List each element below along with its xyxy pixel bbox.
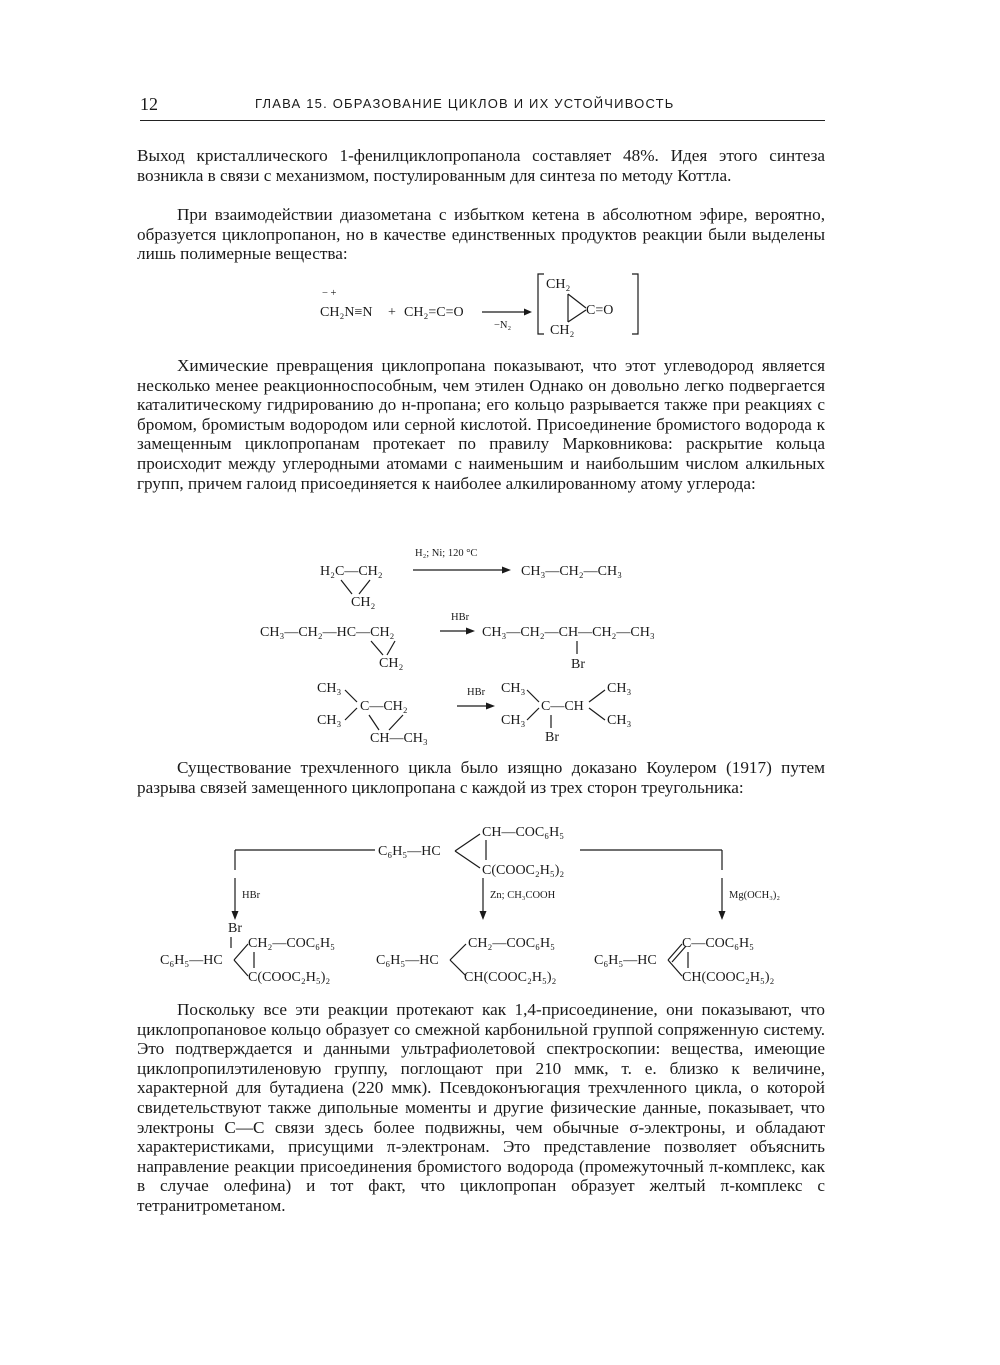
- plus-sign: +: [388, 305, 396, 320]
- bond: [234, 944, 248, 960]
- condition-hbr: HBr: [451, 612, 470, 623]
- p2-top: CH₂—COC₆H₅: [468, 936, 555, 951]
- ring-bond: [341, 580, 352, 594]
- arrowhead: [232, 911, 239, 920]
- ring-bond: [387, 641, 395, 655]
- p3-left: C₆H₅—HC: [594, 953, 657, 968]
- condition-left: HBr: [242, 890, 261, 901]
- cyclopropane-top: H₂C—CH₂: [320, 564, 383, 579]
- reaction-scheme-1: [310, 270, 650, 340]
- propane: CH₃—CH₂—CH₃: [521, 564, 622, 579]
- ring-bond: [371, 641, 383, 655]
- charges: − +: [322, 288, 337, 299]
- page-header: [140, 92, 825, 121]
- condition-n2: −N₂: [494, 320, 512, 331]
- bromopentane: CH₃—CH₂—CH—CH₂—CH₃: [482, 625, 655, 640]
- bond: [589, 690, 605, 702]
- paragraph-1: Выход кристаллического 1-фенилциклопропанола составляет 48%. Идея этого синтеза возникла в связи с механизмом, постулированным для синтеза по методу Коттла.: [137, 146, 825, 185]
- diazomethane: CH₂N≡N: [320, 305, 373, 320]
- methyl-bottom-right-product: CH₃: [607, 713, 632, 728]
- ring-bond: [389, 715, 403, 730]
- arrowhead: [719, 911, 726, 920]
- start-top: CH—COC₆H₅: [482, 825, 565, 840]
- ring-bond-upper: [568, 294, 586, 308]
- condition-middle: Zn; CH₃COOH: [490, 890, 556, 901]
- p1-bottom: C(COOC₂H₅)₂: [248, 970, 331, 985]
- start-left: C₆H₅—HC: [378, 844, 441, 859]
- cyclopropane-bottom: CH₂: [351, 595, 376, 610]
- bond: [345, 690, 357, 702]
- bond: [345, 708, 357, 720]
- bond: [527, 708, 539, 720]
- methyl-bottom-left-product: CH₃: [501, 713, 526, 728]
- p2-bottom: CH(COOC₂H₅)₂: [464, 970, 557, 985]
- ring-bond: [359, 580, 370, 594]
- running-title: ГЛАВА 15. ОБРАЗОВАНИЕ ЦИКЛОВ И ИХ УСТОЙЧИВОСТЬ: [255, 96, 675, 111]
- bond: [589, 708, 605, 720]
- arrowhead: [524, 309, 532, 316]
- bond: [527, 690, 539, 702]
- methyl-bottom-left: CH₃: [317, 713, 342, 728]
- ketene: CH₂=C=O: [404, 305, 464, 320]
- methyl-top-left-product: CH₃: [501, 681, 526, 696]
- cyclopropanone-carbonyl: C=O: [586, 303, 614, 318]
- ring-bond: [369, 715, 379, 730]
- ring-bond-lower: [568, 310, 586, 322]
- bond: [234, 960, 248, 976]
- methyl-top-left: CH₃: [317, 681, 342, 696]
- ethylcyclopropane-top: CH₃—CH₂—HC—CH₂: [260, 625, 395, 640]
- paragraph-3: Химические превращения циклопропана показывают, что этот углеводород является несколько менее реакционноспособным, чем этилен Однако он довольно легко подвергается каталитическому гидрированию до н-пропана; его кольцо разрывается также при реакциях с бромом, бромистым водородом или серной кислотой. Присоединение бромистого водорода к замещенным циклопропанам протекает по правилу Марковникова: раскрытие кольца происходит между углеродными атомами с наименьшим и наибольшим числом алкильных групп, причем галоид присоединяется к наиболее алкилированному атому углерода:: [137, 356, 825, 493]
- reaction-scheme-2: [255, 540, 705, 745]
- bond: [668, 960, 682, 976]
- cyclopropanone-bottom: CH₂: [550, 323, 575, 338]
- cyclopropanone-top: CH₂: [546, 277, 571, 292]
- arrowhead: [502, 567, 511, 574]
- bracket-left: [538, 274, 544, 334]
- bromo-product-core: C—CH: [541, 699, 584, 714]
- bracket-right: [632, 274, 638, 334]
- arrowhead: [466, 628, 475, 635]
- condition-hydrogenation: H₂; Ni; 120 °C: [415, 548, 478, 559]
- start-bottom: C(COOC₂H₅)₂: [482, 863, 565, 878]
- arrowhead: [486, 703, 495, 710]
- paragraph-4: Существование трехчленного цикла было изящно доказано Коулером (1917) путем разрыва связей замещенного циклопропана с каждой из трех сторон треугольника:: [137, 758, 825, 797]
- bromine-substituent-2: Br: [545, 730, 559, 745]
- p2-left: C₆H₅—HC: [376, 953, 439, 968]
- double-bond-a: [668, 944, 682, 960]
- condition-right: Mg(OCH₃)₂: [729, 890, 781, 901]
- bond: [450, 944, 466, 960]
- ring-bond: [455, 851, 480, 868]
- p1-left: C₆H₅—HC: [160, 953, 223, 968]
- methyl-top-right-product: CH₃: [607, 681, 632, 696]
- reaction-scheme-3: [150, 818, 830, 993]
- ethylcyclopropane-bottom: CH₂: [379, 656, 404, 671]
- paragraph-5: Поскольку все эти реакции протекают как 1,4-присоединение, они показывают, что циклопропановое кольцо образует со смежной карбонильной группой сопряженную систему. Это подтверждается и данными ультрафиолетовой спектроскопии: вещества, имеющие циклопропилэтиленовую группу, поглощают при 210 ммк, т. е. близко к величине, характерной для бутадиена (220 ммк). Псевдоконъюгация трехчленного цикла, о которой свидетельствуют также дипольные моменты и другие физические данные, показывает, что электроны C—C связи здесь более подвижны, чем обычные σ-электроны, и обладают характеристиками, присущими π-электронам. Это представление позволяет объяснить направление реакции присоединения бромистого водорода (промежуточный π-комплекс, как в случае олефина) и тот факт, что циклопропан образует желтый π-комплекс с тетранитрометаном.: [137, 1000, 825, 1215]
- ring-bond: [455, 834, 480, 851]
- double-bond-b: [672, 946, 686, 962]
- paragraph-2: При взаимодействии диазометана с избытком кетена в абсолютном эфире, вероятно, образуется циклопропанон, но в качестве единственных продуктов реакции были выделены лишь полимерные вещества:: [137, 205, 825, 264]
- p3-bottom: CH(COOC₂H₅)₂: [682, 970, 775, 985]
- trimethylcyclopropane-bottom: CH—CH₃: [370, 731, 428, 745]
- p1-bromine: Br: [228, 921, 242, 936]
- bromine-substituent: Br: [571, 657, 585, 672]
- arrowhead: [480, 911, 487, 920]
- page-number: 12: [140, 94, 158, 114]
- p3-top: C—COC₆H₅: [682, 936, 754, 951]
- condition-hbr-2: HBr: [467, 687, 486, 698]
- p1-top: CH₂—COC₆H₅: [248, 936, 335, 951]
- trimethylcyclopropane-core: C—CH₂: [360, 699, 408, 714]
